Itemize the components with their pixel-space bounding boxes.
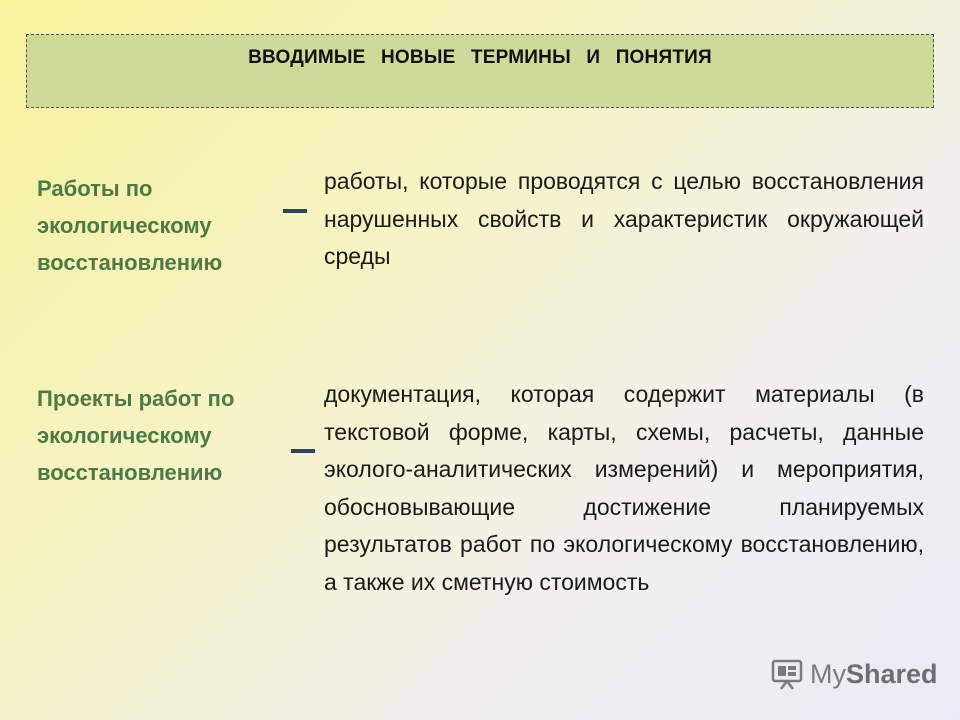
page-title: ВВОДИМЫЕ НОВЫЕ ТЕРМИНЫ И ПОНЯТИЯ: [248, 47, 712, 68]
watermark-text: MyShared: [810, 658, 938, 689]
presentation-icon: [770, 657, 804, 691]
term-1-separator: [283, 209, 307, 213]
term-2-separator: [291, 449, 315, 453]
term-2: Проекты работ по экологическому восстановлению: [37, 386, 235, 485]
definition-2: документация, которая содержит материалы (в текстовой форме, карты, схемы, расчеты, данные эколого-аналитических измерений) и мероприятия, обосновывающие достижение планируемых результатов работ по экологическому восстановлению, а также их сметную стоимость: [324, 381, 924, 595]
definition-1: работы, которые проводятся с целью восстановления нарушенных свойств и характеристик окружающей среды: [324, 168, 924, 269]
term-1: Работы по экологическому восстановлению: [37, 176, 223, 275]
mysshared-watermark: [770, 654, 938, 694]
header-box: [26, 34, 934, 108]
